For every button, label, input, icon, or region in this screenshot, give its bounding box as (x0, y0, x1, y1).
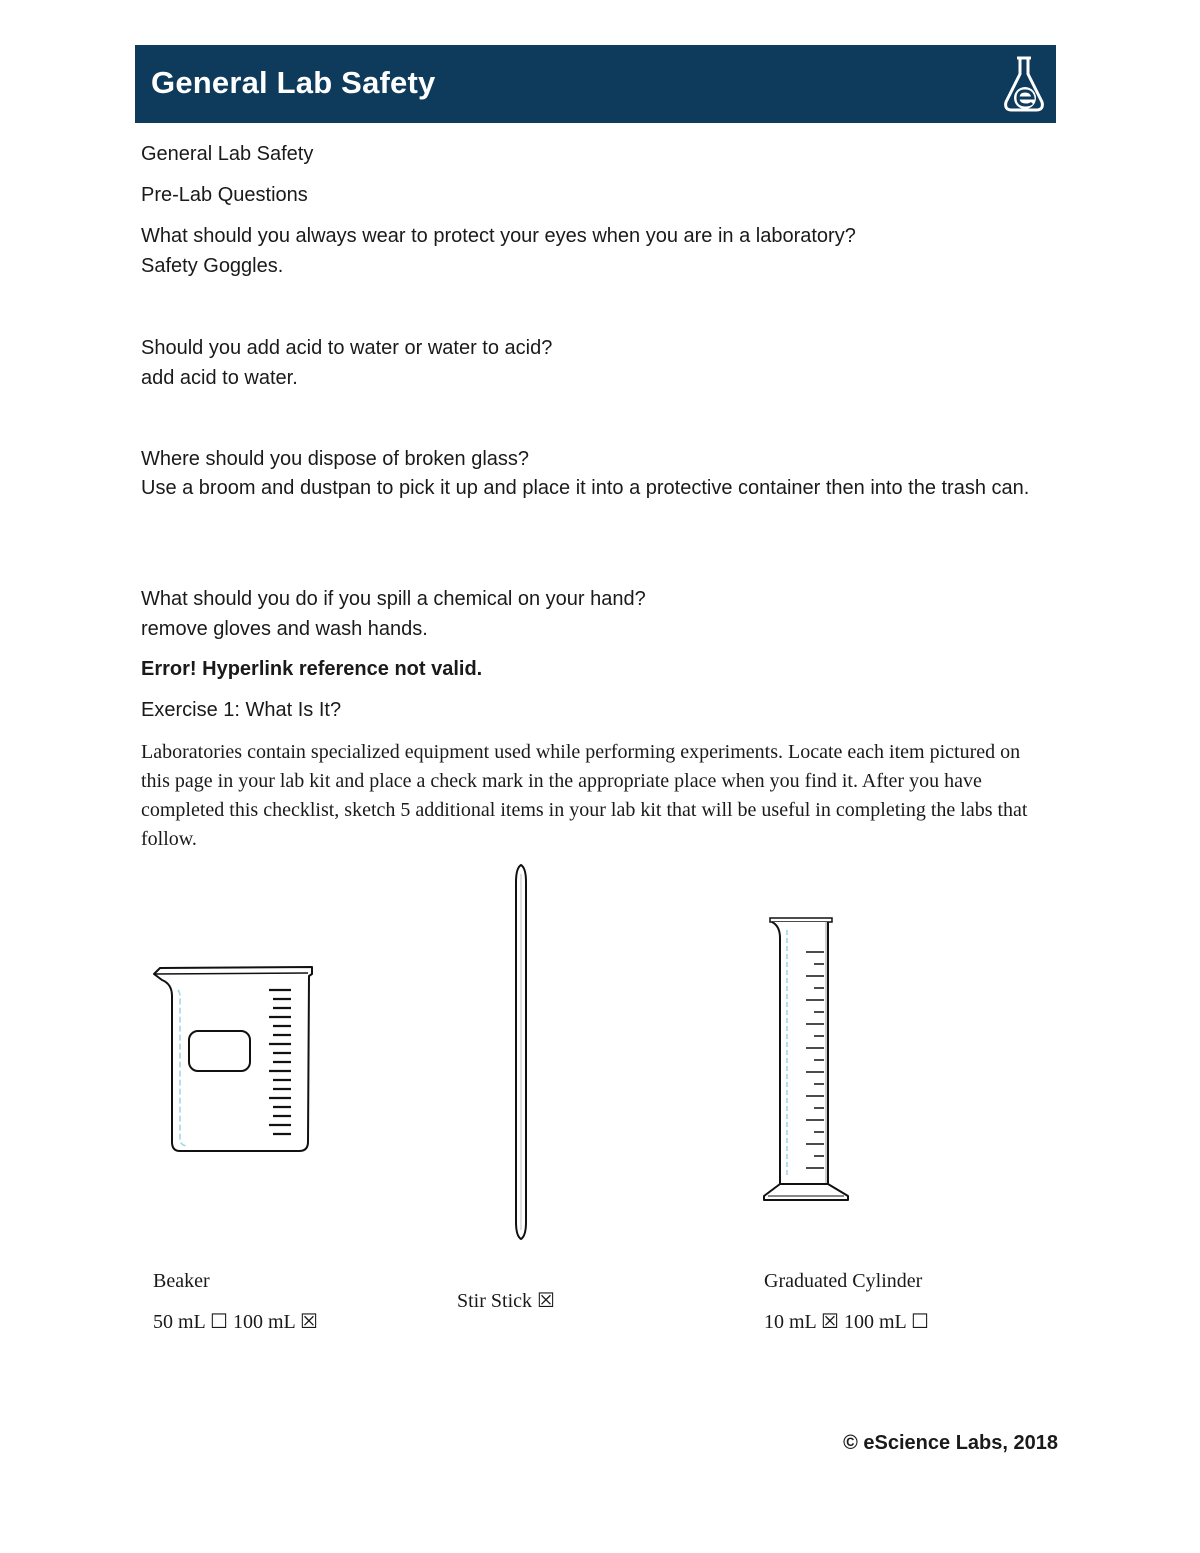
answer-1: Safety Goggles. (141, 255, 284, 277)
question-4: What should you do if you spill a chemical on your hand? (141, 588, 646, 610)
stir-stick-icon (508, 862, 534, 1242)
header-title: General Lab Safety (151, 65, 436, 100)
beaker-label: Beaker (153, 1270, 210, 1292)
answer-3: Use a broom and dustpan to pick it up and place it into a protective container then into the trash can. (141, 477, 1030, 499)
document-title: General Lab Safety (141, 143, 314, 165)
question-1: What should you always wear to protect your eyes when you are in a laboratory? (141, 225, 856, 247)
copyright-footer: © eScience Labs, 2018 (843, 1432, 1058, 1454)
header-bar (135, 45, 1056, 123)
graduated-cylinder-icon (760, 912, 854, 1204)
beaker-size-checkboxes[interactable]: 50 mL ☐ 100 mL ☒ (153, 1311, 318, 1333)
error-message: Error! Hyperlink reference not valid. (141, 658, 483, 680)
graduated-cylinder-label: Graduated Cylinder (764, 1270, 923, 1292)
question-2: Should you add acid to water or water to acid? (141, 337, 553, 359)
exercise-paragraph: Laboratories contain specialized equipment used while performing experiments. Locate each item pictured on this page in your lab kit and place a check mark in the appropriate place when you find it. After you have completed this checklist, sketch 5 additional items in your lab kit that will be useful in completing the labs that follow. (141, 741, 1028, 850)
answer-4: remove gloves and wash hands. (141, 618, 428, 640)
beaker-icon (148, 960, 318, 1156)
section-title: Pre-Lab Questions (141, 184, 308, 206)
question-3: Where should you dispose of broken glass? (141, 448, 530, 470)
stir-stick-label[interactable]: Stir Stick ☒ (457, 1290, 555, 1312)
escience-flask-logo-icon (1000, 54, 1048, 114)
graduated-cylinder-size-checkboxes[interactable]: 10 mL ☒ 100 mL ☐ (764, 1311, 929, 1333)
answer-2: add acid to water. (141, 367, 298, 389)
exercise-title: Exercise 1: What Is It? (141, 699, 342, 721)
